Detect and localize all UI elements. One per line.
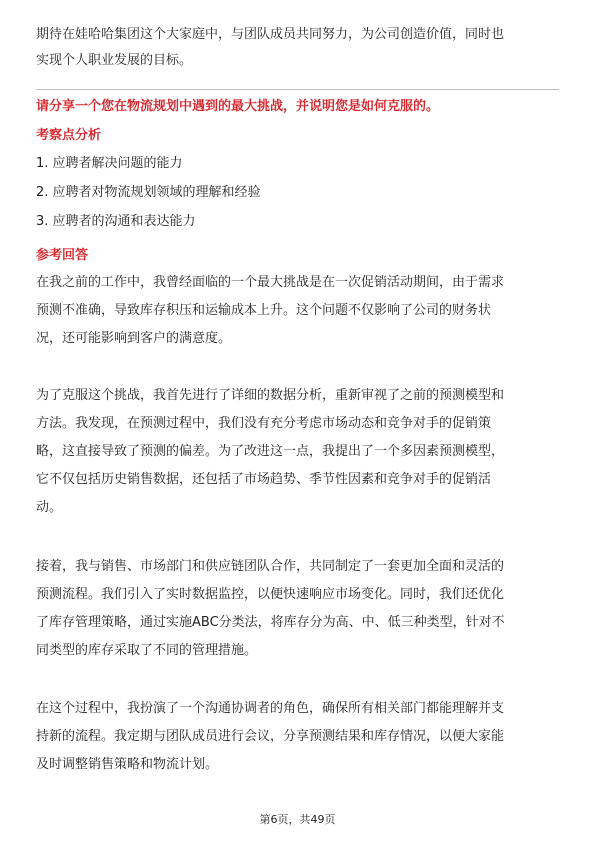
- answer-paragraph-line: 接着，我与销售、市场部门和供应链团队合作，共同制定了一套更加全面和灵活的: [36, 559, 505, 574]
- intro-line: 实现个人职业发展的目标。: [36, 53, 193, 68]
- answer-paragraph-line: 预测不准确，导致库存积压和运输成本上升。这个问题不仅影响了公司的财务状: [36, 303, 492, 318]
- answer-title: 参考回答: [36, 248, 89, 263]
- analysis-item: 2. 应聘者对物流规划领域的理解和经验: [36, 185, 261, 200]
- answer-paragraph-line: 在我之前的工作中，我曾经面临的一个最大挑战是在一次促销活动期间，由于需求: [36, 275, 505, 290]
- answer-paragraph-line: 在这个过程中，我扮演了一个沟通协调者的角色，确保所有相关部门都能理解并支: [36, 701, 505, 716]
- answer-paragraph-line: 了库存管理策略，通过实施ABC分类法，将库存分为高、中、低三种类型，针对不: [36, 615, 505, 630]
- answer-paragraph-line: 况，还可能影响到客户的满意度。: [36, 331, 232, 346]
- answer-paragraph-line: 为了克服这个挑战，我首先进行了详细的数据分析，重新审视了之前的预测模型和: [36, 388, 505, 403]
- section-divider: [36, 89, 559, 90]
- answer-paragraph-line: 同类型的库存采取了不同的管理措施。: [36, 643, 258, 658]
- intro-line: 期待在娃哈哈集团这个大家庭中，与团队成员共同努力，为公司创造价值，同时也: [36, 27, 505, 42]
- answer-paragraph-line: 它不仅包括历史销售数据，还包括了市场趋势、季节性因素和竞争对手的促销活: [36, 472, 492, 487]
- answer-paragraph-line: 略，这直接导致了预测的偏差。为了改进这一点，我提出了一个多因素预测模型，: [36, 444, 505, 459]
- analysis-item: 3. 应聘者的沟通和表达能力: [36, 214, 196, 229]
- answer-paragraph-line: 及时调整销售策略和物流计划。: [36, 757, 219, 772]
- page-number: 第6页，共49页: [259, 813, 336, 826]
- answer-paragraph-line: 方法。我发现，在预测过程中，我们没有充分考虑市场动态和竞争对手的促销策: [36, 416, 492, 431]
- answer-paragraph-line: 持新的流程。我定期与团队成员进行会议，分享预测结果和库存情况，以便大家能: [36, 729, 505, 744]
- answer-paragraph-line: 动。: [36, 500, 63, 515]
- answer-paragraph-line: 预测流程。我们引入了实时数据监控，以便快速响应市场变化。同时，我们还优化: [36, 587, 505, 602]
- question-heading: 请分享一个您在物流规划中遇到的最大挑战，并说明您是如何克服的。: [36, 99, 440, 114]
- analysis-title: 考察点分析: [36, 128, 102, 143]
- analysis-item: 1. 应聘者解决问题的能力: [36, 156, 183, 171]
